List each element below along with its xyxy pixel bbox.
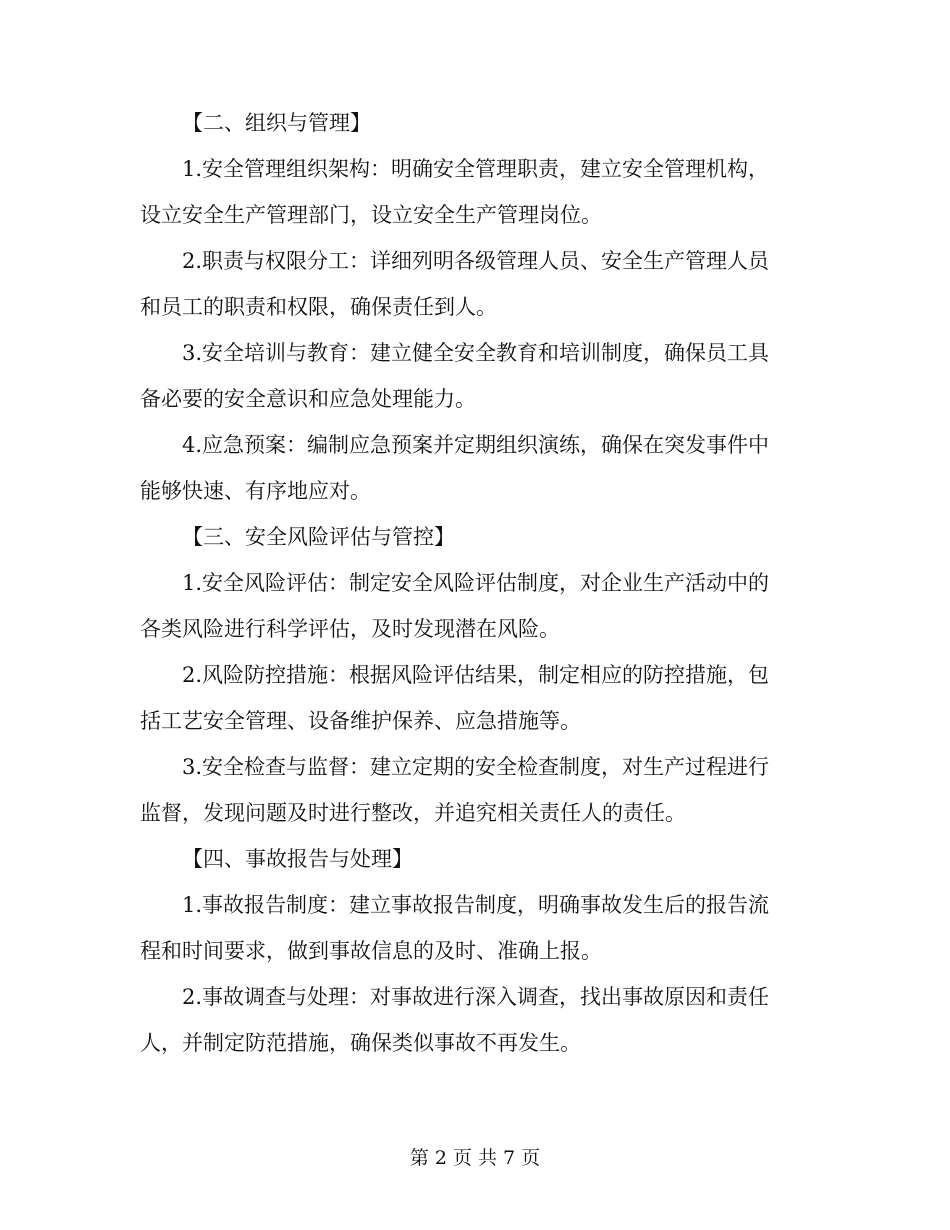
paragraph-line: 括工艺安全管理、设备维护保养、应急措施等。 [140,709,581,733]
section-heading-risk-assessment: 【三、安全风险评估与管控】 [182,525,455,549]
paragraph-line: 3.安全检查与监督：建立定期的安全检查制度，对生产过程进行 [182,755,770,779]
paragraph-line: 4.应急预案：编制应急预案并定期组织演练，确保在突发事件中 [182,433,770,457]
paragraph-line: 能够快速、有序地应对。 [140,479,371,503]
section-heading-accident-reporting: 【四、事故报告与处理】 [182,847,413,871]
paragraph-line: 2.事故调查与处理：对事故进行深入调查，找出事故原因和责任 [182,985,770,1009]
document-body [140,100,795,1066]
paragraph-line: 1.安全风险评估：制定安全风险评估制度，对企业生产活动中的 [182,571,770,595]
paragraph-line: 人，并制定防范措施，确保类似事故不再发生。 [140,1031,581,1055]
paragraph-line: 设立安全生产管理部门，设立安全生产管理岗位。 [140,203,602,227]
section-heading-organization: 【二、组织与管理】 [182,111,371,135]
paragraph-line: 3.安全培训与教育：建立健全安全教育和培训制度，确保员工具 [182,341,770,365]
paragraph-line: 2.风险防控措施：根据风险评估结果，制定相应的防控措施，包 [182,663,770,687]
paragraph-line: 1.事故报告制度：建立事故报告制度，明确事故发生后的报告流 [182,893,770,917]
paragraph-line: 备必要的安全意识和应急处理能力。 [140,387,476,411]
paragraph-line: 2.职责与权限分工：详细列明各级管理人员、安全生产管理人员 [182,249,770,273]
paragraph-line: 和员工的职责和权限，确保责任到人。 [140,295,497,319]
paragraph-line: 程和时间要求，做到事故信息的及时、准确上报。 [140,939,602,963]
paragraph-line: 各类风险进行科学评估，及时发现潜在风险。 [140,617,560,641]
paragraph-line: 1.安全管理组织架构：明确安全管理职责，建立安全管理机构， [182,157,770,181]
page-number-footer: 第 2 页 共 7 页 [409,1147,541,1169]
paragraph-line: 监督，发现问题及时进行整改，并追究相关责任人的责任。 [140,801,686,825]
